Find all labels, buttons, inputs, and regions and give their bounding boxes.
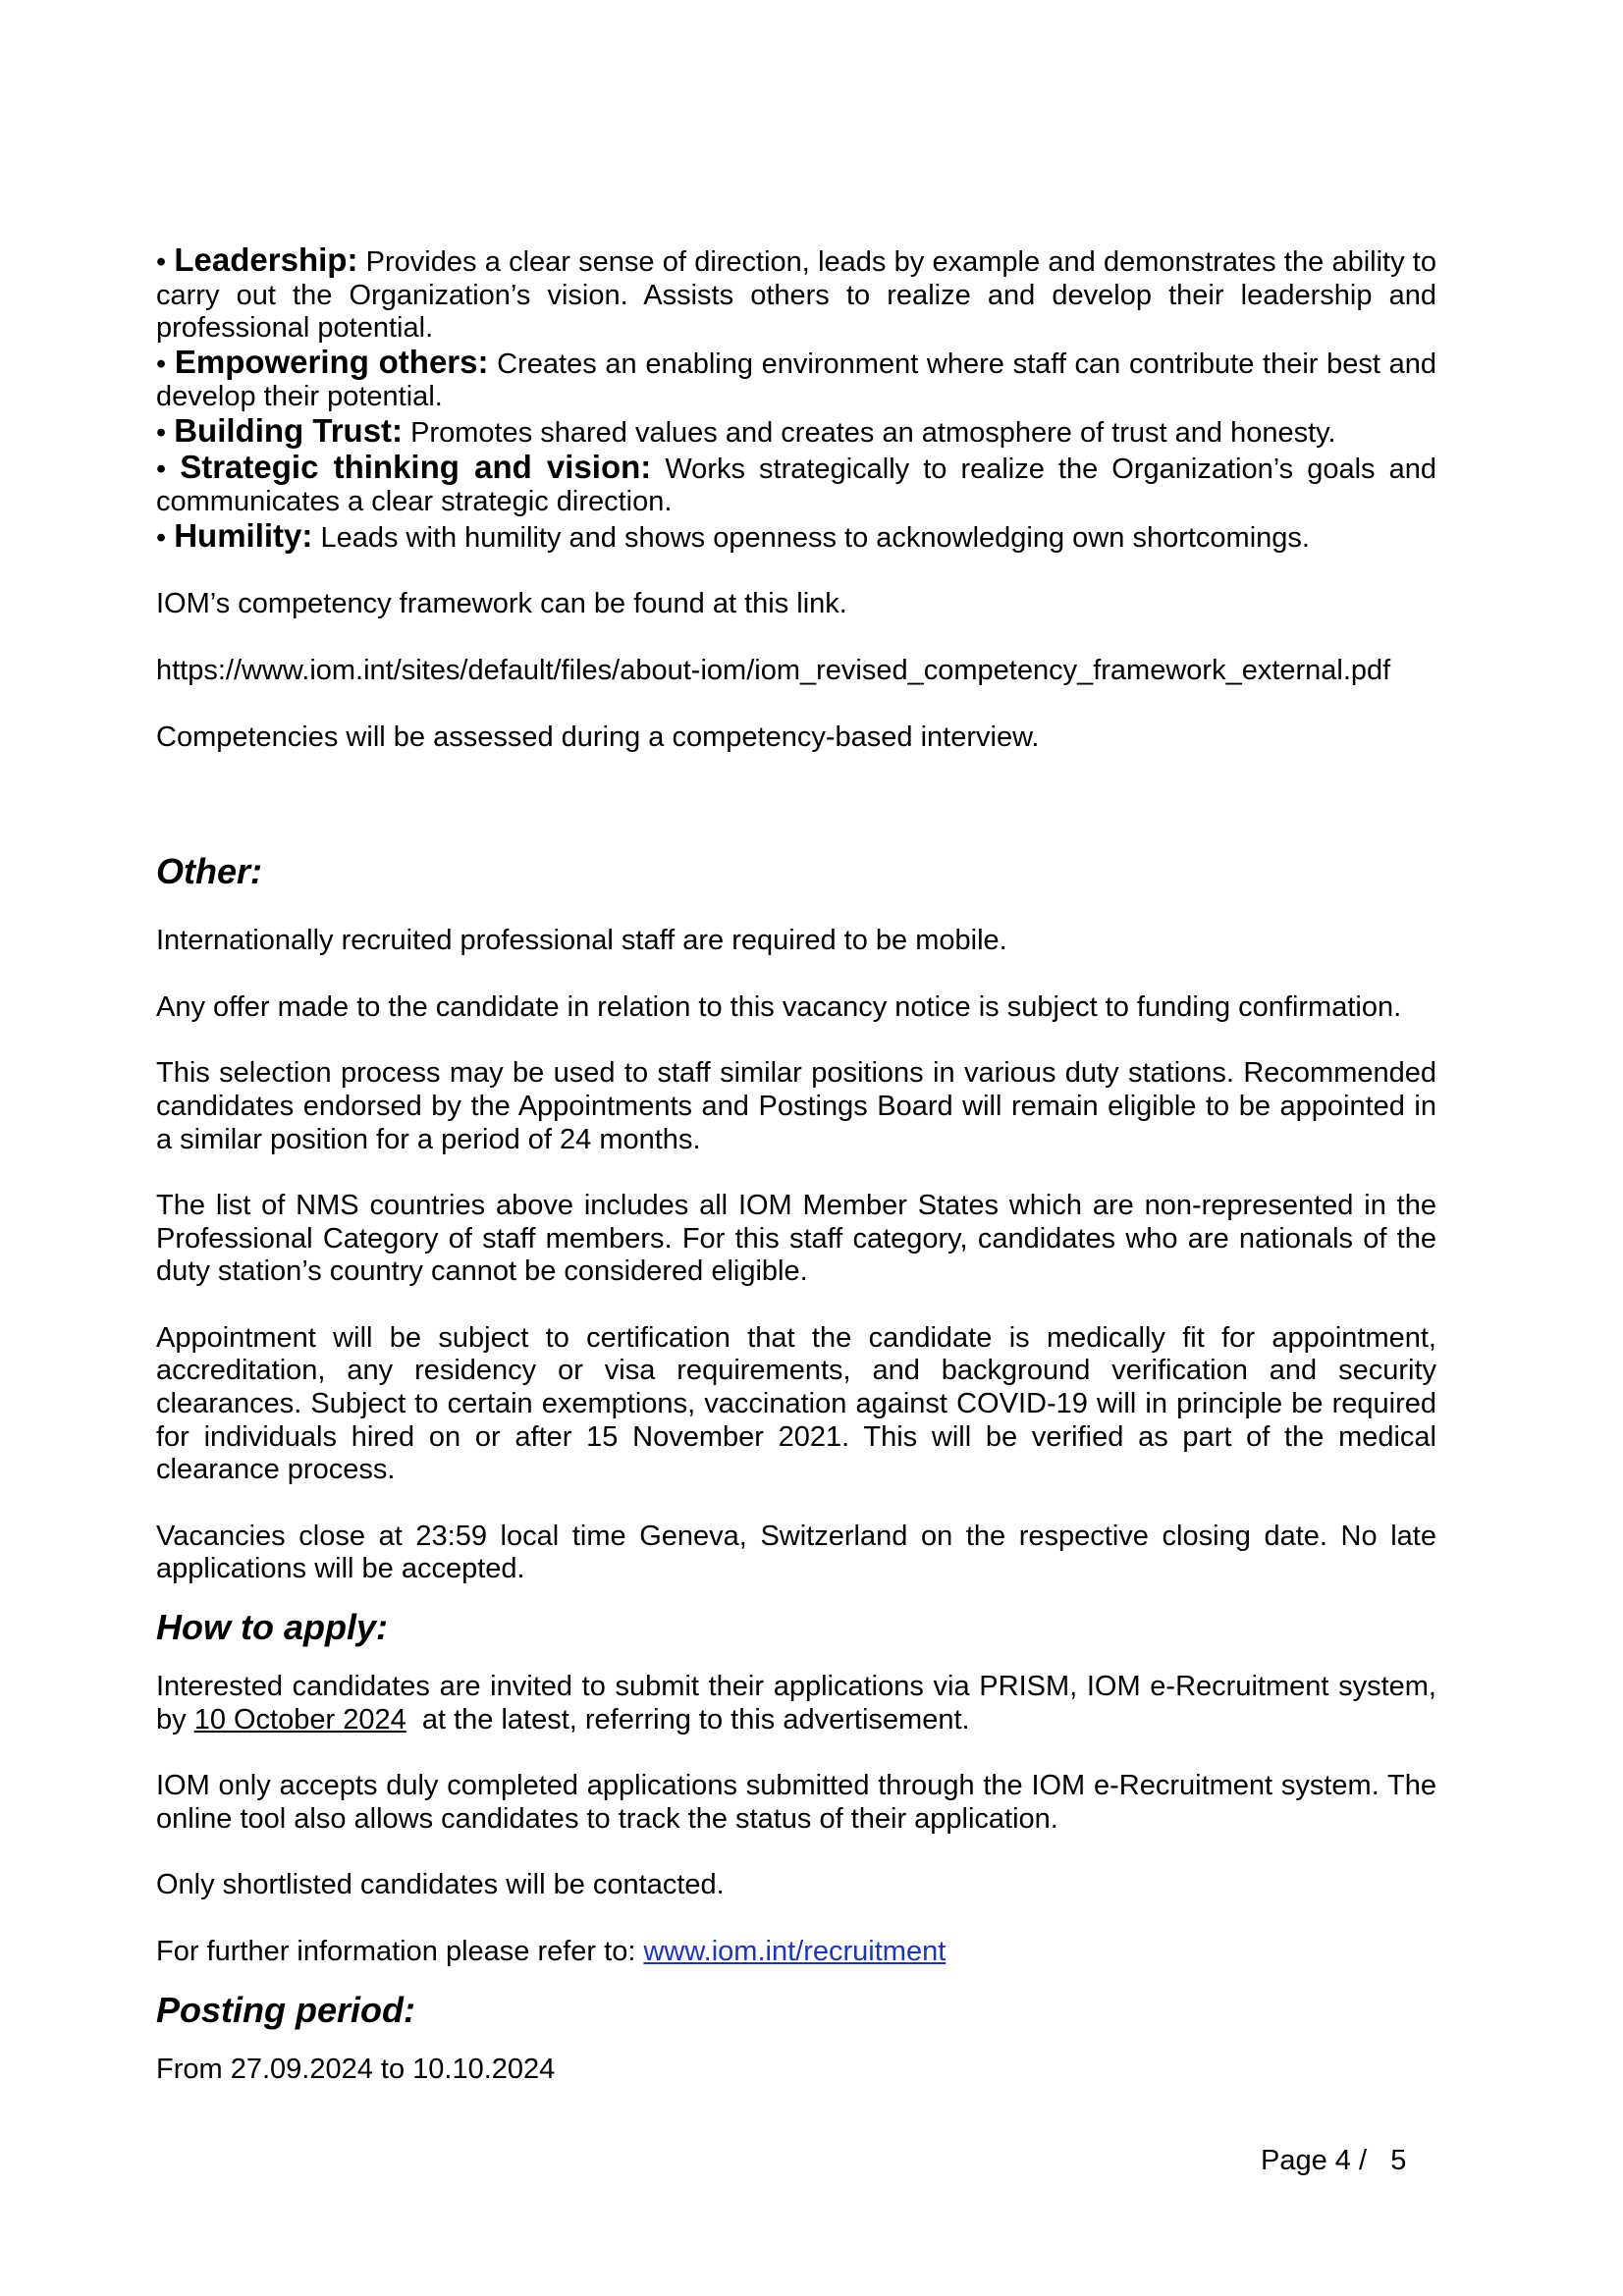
assessment-note: Competencies will be assessed during a competency-based interview. — [156, 721, 1040, 753]
competency-term: Strategic thinking and vision: — [180, 448, 652, 485]
framework-url: https://www.iom.int/sites/default/files/about-iom/iom_revised_competency_framework_external.pdf — [156, 654, 1391, 686]
competency-item-humility: • Humility: Leads with humility and shows openness to acknowledging own shortcomings. — [156, 516, 1310, 554]
competency-item-strategic: • Strategic thinking and vision: Works strategically to realize the Organization’s goals and communicates a clear strategic direction. — [156, 448, 1436, 518]
competency-text: Provides a clear sense of direction, leads by example and demonstrates the ability to carry out the Organization’s vision. Assists others to realize and develop their leadership and professional potential. — [156, 246, 1436, 345]
competency-term: Empowering others: — [174, 343, 489, 380]
competency-text: Creates an enabling environment where staff can contribute their best and develop their potential. — [156, 347, 1436, 413]
info-text: For further information please refer to: — [156, 1936, 644, 1967]
competency-item-leadership: • Leadership: Provides a clear sense of direction, leads by example and demonstrates the ability to carry out the Organization’s vision. Assists others to realize and develop their leadership and professional potential. — [156, 241, 1436, 345]
competency-term: Building Trust: — [174, 411, 404, 449]
other-paragraph-closing: Vacancies close at 23:59 local time Geneva, Switzerland on the respective closing date. No late applications will be accepted. — [156, 1520, 1436, 1585]
page-number: Page 4 / 5 — [1261, 2145, 1407, 2176]
recruitment-link[interactable]: www.iom.int/recruitment — [643, 1936, 947, 1967]
document-page — [156, 243, 1436, 2086]
competency-term: Leadership: — [174, 241, 358, 278]
apply-paragraph-prism — [156, 1671, 1436, 1736]
competency-text: Leads with humility and shows openness to acknowledging own shortcomings. — [312, 521, 1310, 554]
apply-paragraph-info — [156, 1936, 1436, 1969]
apply-paragraph-system: IOM only accepts duly completed applications submitted through the IOM e-Recruitment system. The online tool also allows candidates to track the status of their application. — [156, 1770, 1436, 1835]
posting-period-heading: Posting period: — [156, 1989, 415, 2030]
competency-term: Humility: — [174, 516, 313, 554]
closing-date: 10 October 2024 — [193, 1703, 406, 1735]
competency-text: Works strategically to realize the Organization’s goals and communicates a clear strategic direction. — [156, 453, 1436, 518]
competency-text: Promotes shared values and creates an atmosphere of trust and honesty. — [403, 416, 1336, 449]
other-paragraph-nms: The list of NMS countries above includes all IOM Member States which are non-represented in the Professional Category of staff members. For this staff category, candidates who are nationals of the duty station’s country cannot be considered eligible. — [156, 1190, 1436, 1288]
other-heading: Other: — [156, 851, 262, 892]
competency-item-empowering: • Empowering others: Creates an enabling environment where staff can contribute their best and develop their potential. — [156, 343, 1436, 413]
apply-text: Interested candidates are invited to submit their applications via PRISM, IOM e-Recruitment system, by — [156, 1671, 1436, 1735]
apply-text-after: at the latest, referring to this advertisement. — [406, 1703, 970, 1735]
other-paragraph-mobility: Internationally recruited professional staff are required to be mobile. — [156, 925, 1007, 957]
other-paragraph-selection: This selection process may be used to staff similar positions in various duty stations. Recommended candidates endorsed by the Appointments and Postings Board will remain eligible to be appointed in a similar position for a period of 24 months. — [156, 1057, 1436, 1155]
competency-item-trust: • Building Trust: Promotes shared values and creates an atmosphere of trust and honesty. — [156, 411, 1336, 449]
posting-period-text: From 27.09.2024 to 10.10.2024 — [156, 2053, 556, 2085]
other-paragraph-appointment: Appointment will be subject to certification that the candidate is medically fit for appointment, accreditation, any residency or visa requirements, and background verification and security clearances. Subject to certain exemptions, vaccination against COVID-19 will in principle be required for individuals hired on or after 15 November 2021. This will be verified as part of the medical clearance process. — [156, 1321, 1436, 1486]
how-to-apply-heading: How to apply: — [156, 1607, 388, 1648]
apply-paragraph-shortlist: Only shortlisted candidates will be contacted. — [156, 1869, 725, 1901]
framework-intro: IOM’s competency framework can be found at this link. — [156, 588, 847, 620]
other-paragraph-funding: Any offer made to the candidate in relation to this vacancy notice is subject to funding confirmation. — [156, 990, 1402, 1023]
